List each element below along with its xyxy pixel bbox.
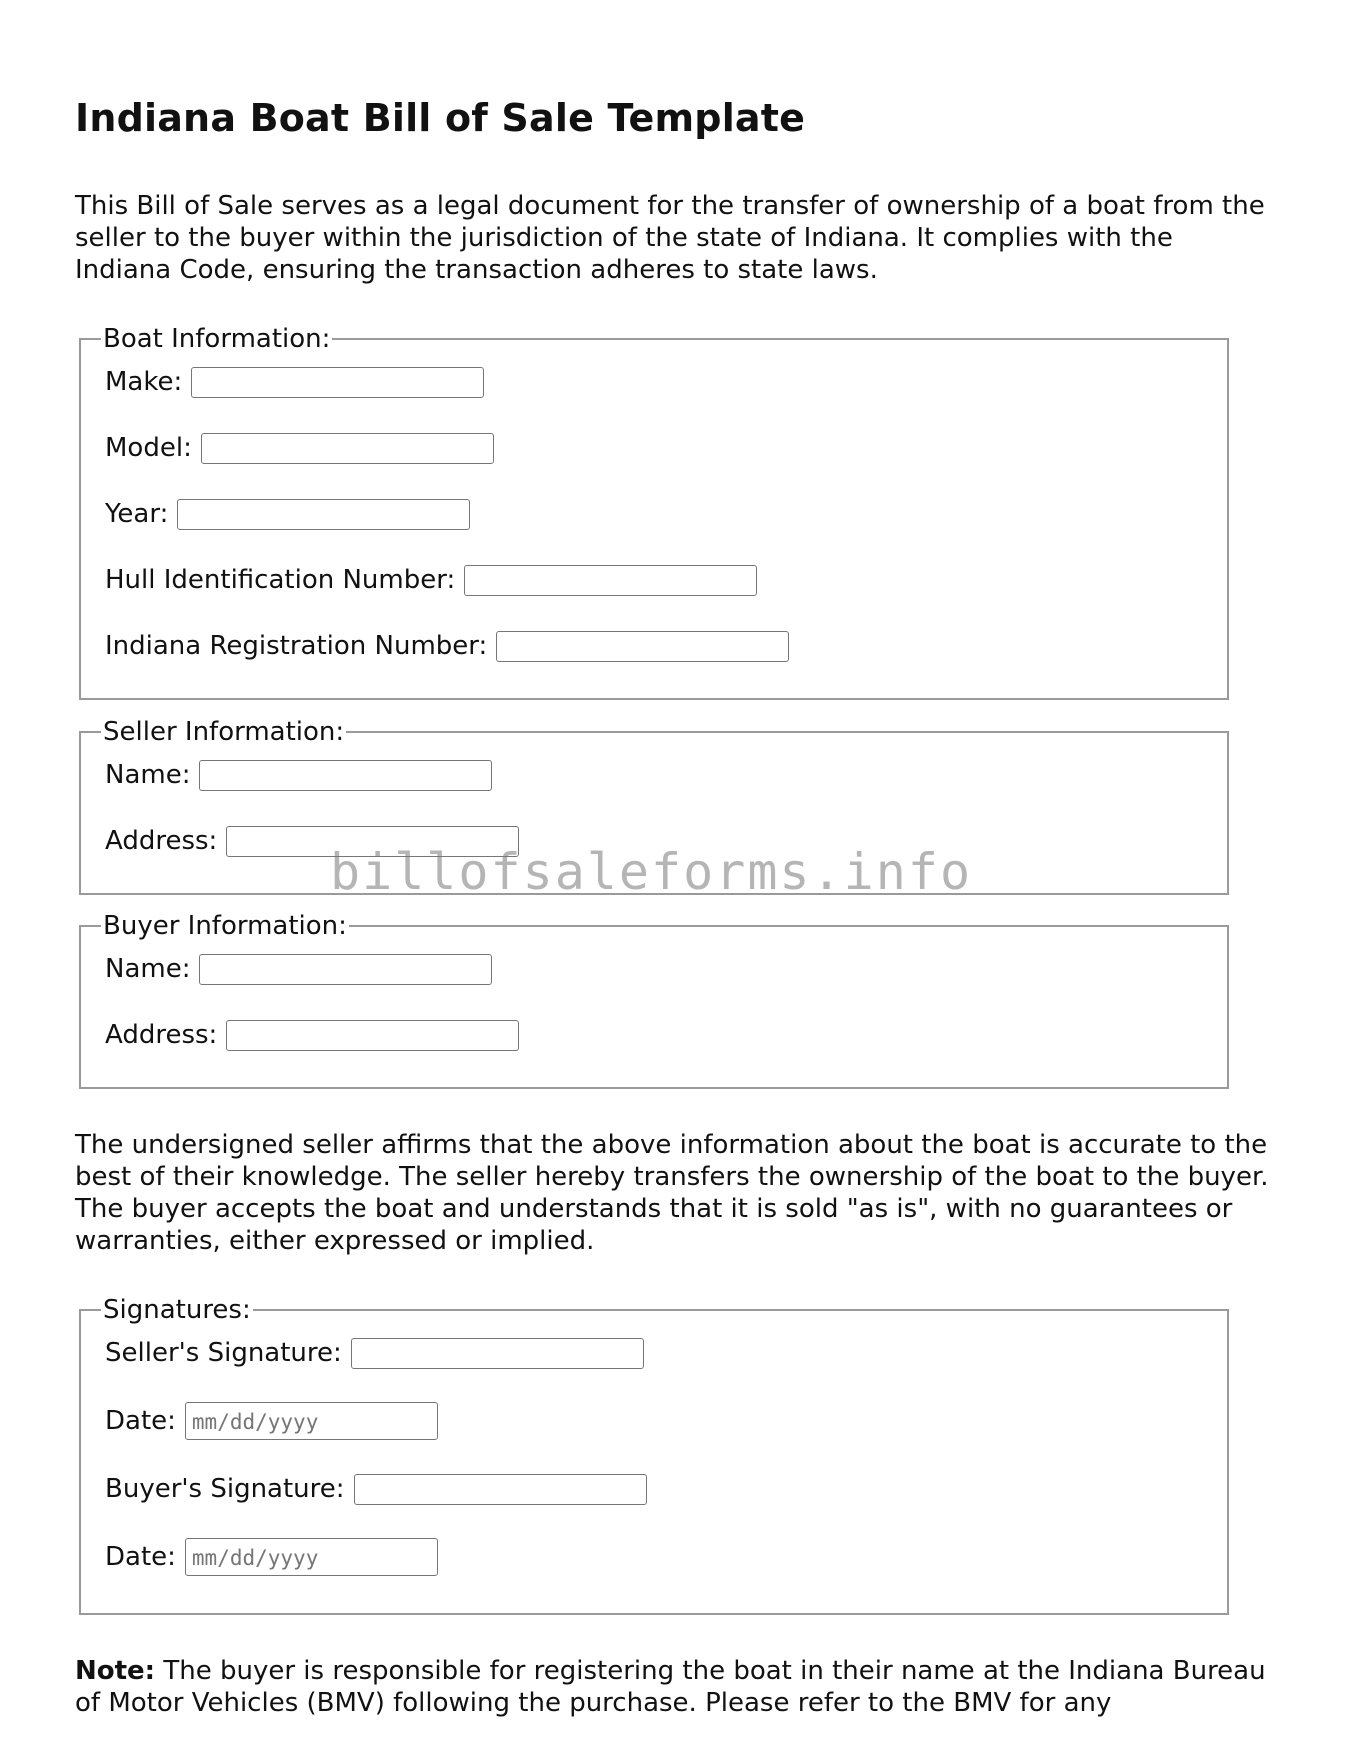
- buyer-information-legend: Buyer Information:: [103, 911, 347, 941]
- seller-signature-row: [105, 1336, 1203, 1370]
- seller-name-row: [105, 758, 1203, 792]
- buyer-date-input[interactable]: [185, 1538, 438, 1576]
- seller-date-row: [105, 1402, 1203, 1440]
- buyer-signature-input[interactable]: [354, 1474, 647, 1505]
- signatures-section: [79, 1295, 1229, 1615]
- seller-information-legend: Seller Information:: [103, 717, 345, 747]
- seller-address-input[interactable]: [226, 826, 519, 857]
- model-row: [105, 431, 1203, 465]
- page-title: Indiana Boat Bill of Sale Template: [75, 96, 806, 140]
- note-text: The buyer is responsible for registering the boat in their name at the Indiana Bureau of Motor Vehicles (BMV) following the purchase. Please refer to the BMV for any: [75, 1656, 1266, 1718]
- note-paragraph: [75, 1655, 1275, 1719]
- registration-label: Indiana Registration Number:: [105, 631, 488, 661]
- boat-information-section: [79, 324, 1229, 700]
- seller-signature-input[interactable]: [351, 1338, 644, 1369]
- hin-label: Hull Identification Number:: [105, 565, 456, 595]
- model-input[interactable]: [201, 433, 494, 464]
- signatures-legend: Signatures:: [103, 1295, 251, 1325]
- buyer-name-row: [105, 952, 1203, 986]
- seller-information-section: [79, 717, 1229, 895]
- make-input[interactable]: [191, 367, 484, 398]
- bill-of-sale-page: [75, 88, 1275, 1719]
- buyer-address-input[interactable]: [226, 1020, 519, 1051]
- seller-name-input[interactable]: [199, 760, 492, 791]
- hin-row: [105, 563, 1203, 597]
- buyer-information-section: [79, 911, 1229, 1089]
- buyer-signature-label: Buyer's Signature:: [105, 1474, 345, 1504]
- hin-input[interactable]: [464, 565, 757, 596]
- year-input[interactable]: [177, 499, 470, 530]
- affirmation-paragraph: The undersigned seller affirms that the above information about the boat is accurate to the best of their knowledge. The seller hereby transfers the ownership of the boat to the buyer. The buyer accepts the boat and understands that it is sold "as is", with no guarantees or warranties, either expressed or implied.: [75, 1130, 1269, 1256]
- make-label: Make:: [105, 367, 183, 397]
- buyer-address-row: [105, 1018, 1203, 1052]
- boat-information-legend: Boat Information:: [103, 324, 331, 354]
- seller-address-label: Address:: [105, 826, 218, 856]
- buyer-name-input[interactable]: [199, 954, 492, 985]
- seller-date-input[interactable]: [185, 1402, 438, 1440]
- buyer-date-row: [105, 1538, 1203, 1576]
- buyer-date-label: Date:: [105, 1542, 176, 1572]
- buyer-address-label: Address:: [105, 1020, 218, 1050]
- buyer-signature-row: [105, 1472, 1203, 1506]
- registration-input[interactable]: [496, 631, 789, 662]
- intro-paragraph: This Bill of Sale serves as a legal document for the transfer of ownership of a boat from the seller to the buyer within the jurisdiction of the state of Indiana. It complies with the Indiana Code, ensuring the transaction adheres to state laws.: [75, 191, 1265, 285]
- watermark-text: billofsaleforms.info: [330, 843, 973, 901]
- make-row: [105, 365, 1203, 399]
- seller-signature-label: Seller's Signature:: [105, 1338, 342, 1368]
- year-label: Year:: [105, 499, 169, 529]
- year-row: [105, 497, 1203, 531]
- note-label: Note:: [75, 1656, 156, 1686]
- seller-name-label: Name:: [105, 760, 191, 790]
- registration-row: [105, 629, 1203, 663]
- seller-address-row: [105, 824, 1203, 858]
- model-label: Model:: [105, 433, 192, 463]
- buyer-name-label: Name:: [105, 954, 191, 984]
- seller-date-label: Date:: [105, 1406, 176, 1436]
